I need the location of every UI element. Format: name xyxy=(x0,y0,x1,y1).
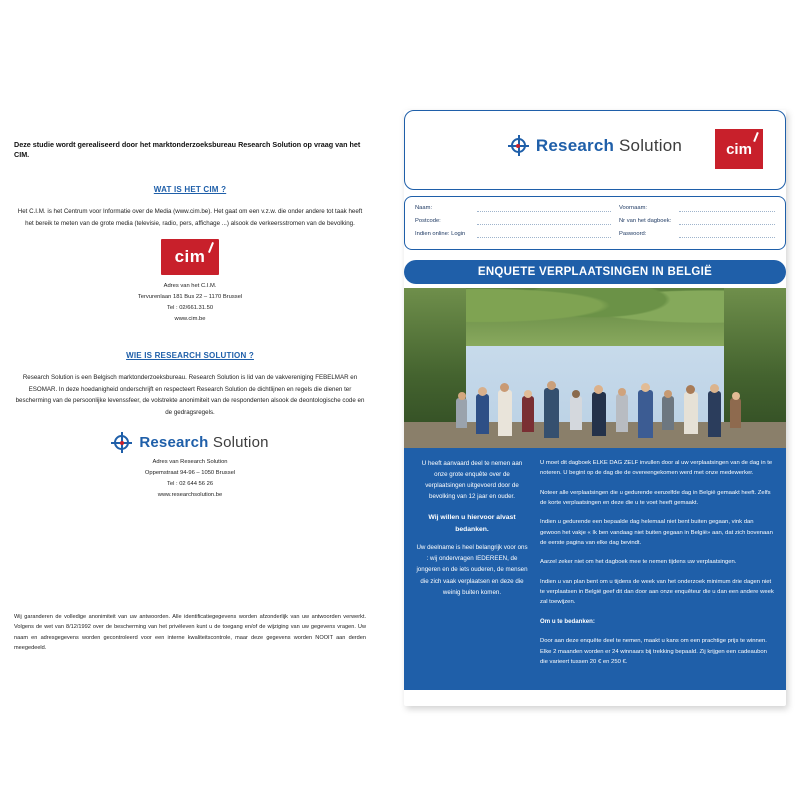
field-row xyxy=(415,230,775,238)
instruction-p3: Indien u gedurende een bepaalde dag helemaal niet bent buiten gegaan, vink dan gewoon het vakje « Ik ben vandaag niet buiten gegaan in België» aan, dat zich bovenaan de eerste pagina van elke dag bevindt. xyxy=(540,519,773,546)
field-row xyxy=(415,217,775,225)
section-title: WAT IS HET CIM ? xyxy=(153,185,227,195)
research-solution-wordmark xyxy=(536,136,682,156)
research-solution-logo xyxy=(14,432,366,453)
left-panel xyxy=(14,140,366,527)
crosshair-icon xyxy=(111,432,132,453)
cim-logo-text: cim xyxy=(726,140,752,158)
cim-logo xyxy=(161,239,219,275)
instructions-right-column xyxy=(540,458,774,676)
cim-logo xyxy=(715,129,763,169)
instruction-p5: Indien u van plan bent om u tijdens de week van het onderzoek minimum drie dagen niet te verplaatsen in België geef dit dan door aan onze enquêteur die u dan een andere week zal toewijzen. xyxy=(540,578,774,606)
crowd-of-people xyxy=(404,334,786,440)
rs-address-line1: Oppemstraat 94-96 – 1050 Brussel xyxy=(144,470,236,477)
cim-address xyxy=(14,281,366,325)
field-input-paswoord[interactable] xyxy=(679,230,775,238)
instruction-p1: U moet dit dagboek ELKE DAG ZELF invullen door al uw verplaatsingen van de dag in te noteren. U begint op de dag die de overeengekomen werd met onze medewerker. xyxy=(540,460,773,477)
instruction-p2: Noteer alle verplaatsingen die u gedurende eenzelfde dag in België gemaakt heeft. Zelfs de korte verplaatsingen en deze die u te voet heeft gemaakt. xyxy=(540,489,771,506)
title-banner: ENQUETE VERPLAATSINGEN IN BELGIË xyxy=(404,260,786,284)
rs-address-line2: Tel : 02 644 56 26 xyxy=(166,481,214,488)
field-input-voornaam[interactable] xyxy=(679,204,775,212)
field-label-login: Indien online: Login xyxy=(415,231,466,237)
cim-website: www.cim.be xyxy=(174,316,206,323)
instructions-left-column xyxy=(416,458,528,676)
rs-address-title: Adres van Research Solution xyxy=(152,459,228,466)
field-label-naam: Naam: xyxy=(415,205,433,211)
intro-text: Deze studie wordt gerealiseerd door het marktonderzoeksbureau Research Solution op vraag van het CIM. xyxy=(14,140,361,159)
instructions-block xyxy=(404,448,786,690)
logo-word-bold: Research xyxy=(535,135,615,155)
logo-word-thin: Solution xyxy=(212,434,269,452)
thanks-paragraph-2: Uw deelname is heel belangrijk voor ons : wij ondervragen IEDEREEN, de jongeren en de iets ouderen, de mensen die zich vaak verplaatsen en deze die weinig buiten komen. xyxy=(416,544,528,596)
section-what-is-cim xyxy=(14,185,366,325)
field-input-naam[interactable] xyxy=(477,204,611,212)
cim-logo-text: cim xyxy=(174,247,206,267)
reward-heading-text: Om u te bedanken: xyxy=(540,617,595,625)
crosshair-icon xyxy=(508,135,529,156)
instruction-p4: Aarzel zeker niet om het dagboek mee te nemen tijdens uw verplaatsingen. xyxy=(540,559,737,566)
cim-address-title: Adres van het C.I.M. xyxy=(163,283,217,290)
logo-word-bold: Research xyxy=(139,434,209,452)
cim-address-line1: Tervurenlaan 181 Bus 22 – 1170 Brussel xyxy=(137,294,243,301)
cover-photo xyxy=(404,288,786,448)
section-title: WIE IS RESEARCH SOLUTION ? xyxy=(126,351,254,361)
privacy-disclaimer: Wij garanderen de volledige anonimiteit van uw antwoorden. Alle identificatiegegevens worden afzonderlijk van uw antwoorden verwerkt. Volgens de wet van 8/12/1992 over de bescherming van het privéleven kunt u de toegang en/of de wijziging van uw gegevens vragen. Uw naam en adresgegevens worden gecontroleerd voor een interne kwaliteitscontrole, maar deze gegevens worden NOOIT aan derden meegedeeld. xyxy=(14,614,366,652)
field-label-paswoord: Paswoord: xyxy=(619,231,647,237)
field-label-dagboeknr: Nr van het dagboek: xyxy=(619,218,672,224)
thanks-bold: Wij willen u hiervoor alvast bedanken. xyxy=(428,513,516,533)
reward-heading xyxy=(540,617,774,628)
field-label-voornaam: Voornaam: xyxy=(619,205,648,211)
thanks-paragraph-1: U heeft aanvaard deel te nemen aan onze grote enquête over de verplaatsingen uitgevoerd door de bevolking van 12 jaar en ouder. xyxy=(421,460,523,501)
logo-header-card xyxy=(404,110,786,190)
respondent-fields-card xyxy=(404,196,786,250)
field-input-login[interactable] xyxy=(477,230,611,238)
research-solution-wordmark xyxy=(139,434,268,451)
field-input-dagboeknr[interactable] xyxy=(679,217,775,225)
booklet-cover xyxy=(404,110,786,690)
rs-website: www.researchsolution.be xyxy=(157,492,223,499)
field-label-postcode: Postcode: xyxy=(415,218,441,224)
field-input-postcode[interactable] xyxy=(477,217,611,225)
field-row xyxy=(415,204,775,212)
section-who-is-research-solution xyxy=(14,351,366,501)
cim-address-line2: Tel : 02/661.31.50 xyxy=(166,305,214,312)
logo-word-thin: Solution xyxy=(619,135,683,155)
research-solution-address xyxy=(14,457,366,501)
reward-paragraph: Door aan deze enquête deel te nemen, maakt u kans om een prachtige prijs te winnen. Elke 2 maanden worden er 24 winnaars bij trekking bepaald. Zij krijgen een cadeaubon die varieert tussen 20 € en 250 €. xyxy=(540,638,767,665)
section-body: Research Solution is een Belgisch marktonderzoeksbureau. Research Solution is lid van de vakvereniging FEBELMAR en ESOMAR. In deze hoedanigheid onderschrijft en respecteert Research Solution de dichtlijnen en regels die dienen ter bescherming van de persoonlijke levenssfeer, de volstrekte anonimiteit van de respondenten alsook de deontologische code en de gedragsregels. xyxy=(15,374,365,416)
section-body: Het C.I.M. is het Centrum voor Informatie over de Media (www.cim.be). Het gaat om een v.z.w. die onder andere tot taak heeft het bereik te meten van de grote media (televisie, radio, pers, affichage ...) alsook de verkeersstromen van de bevolking. xyxy=(17,208,363,227)
